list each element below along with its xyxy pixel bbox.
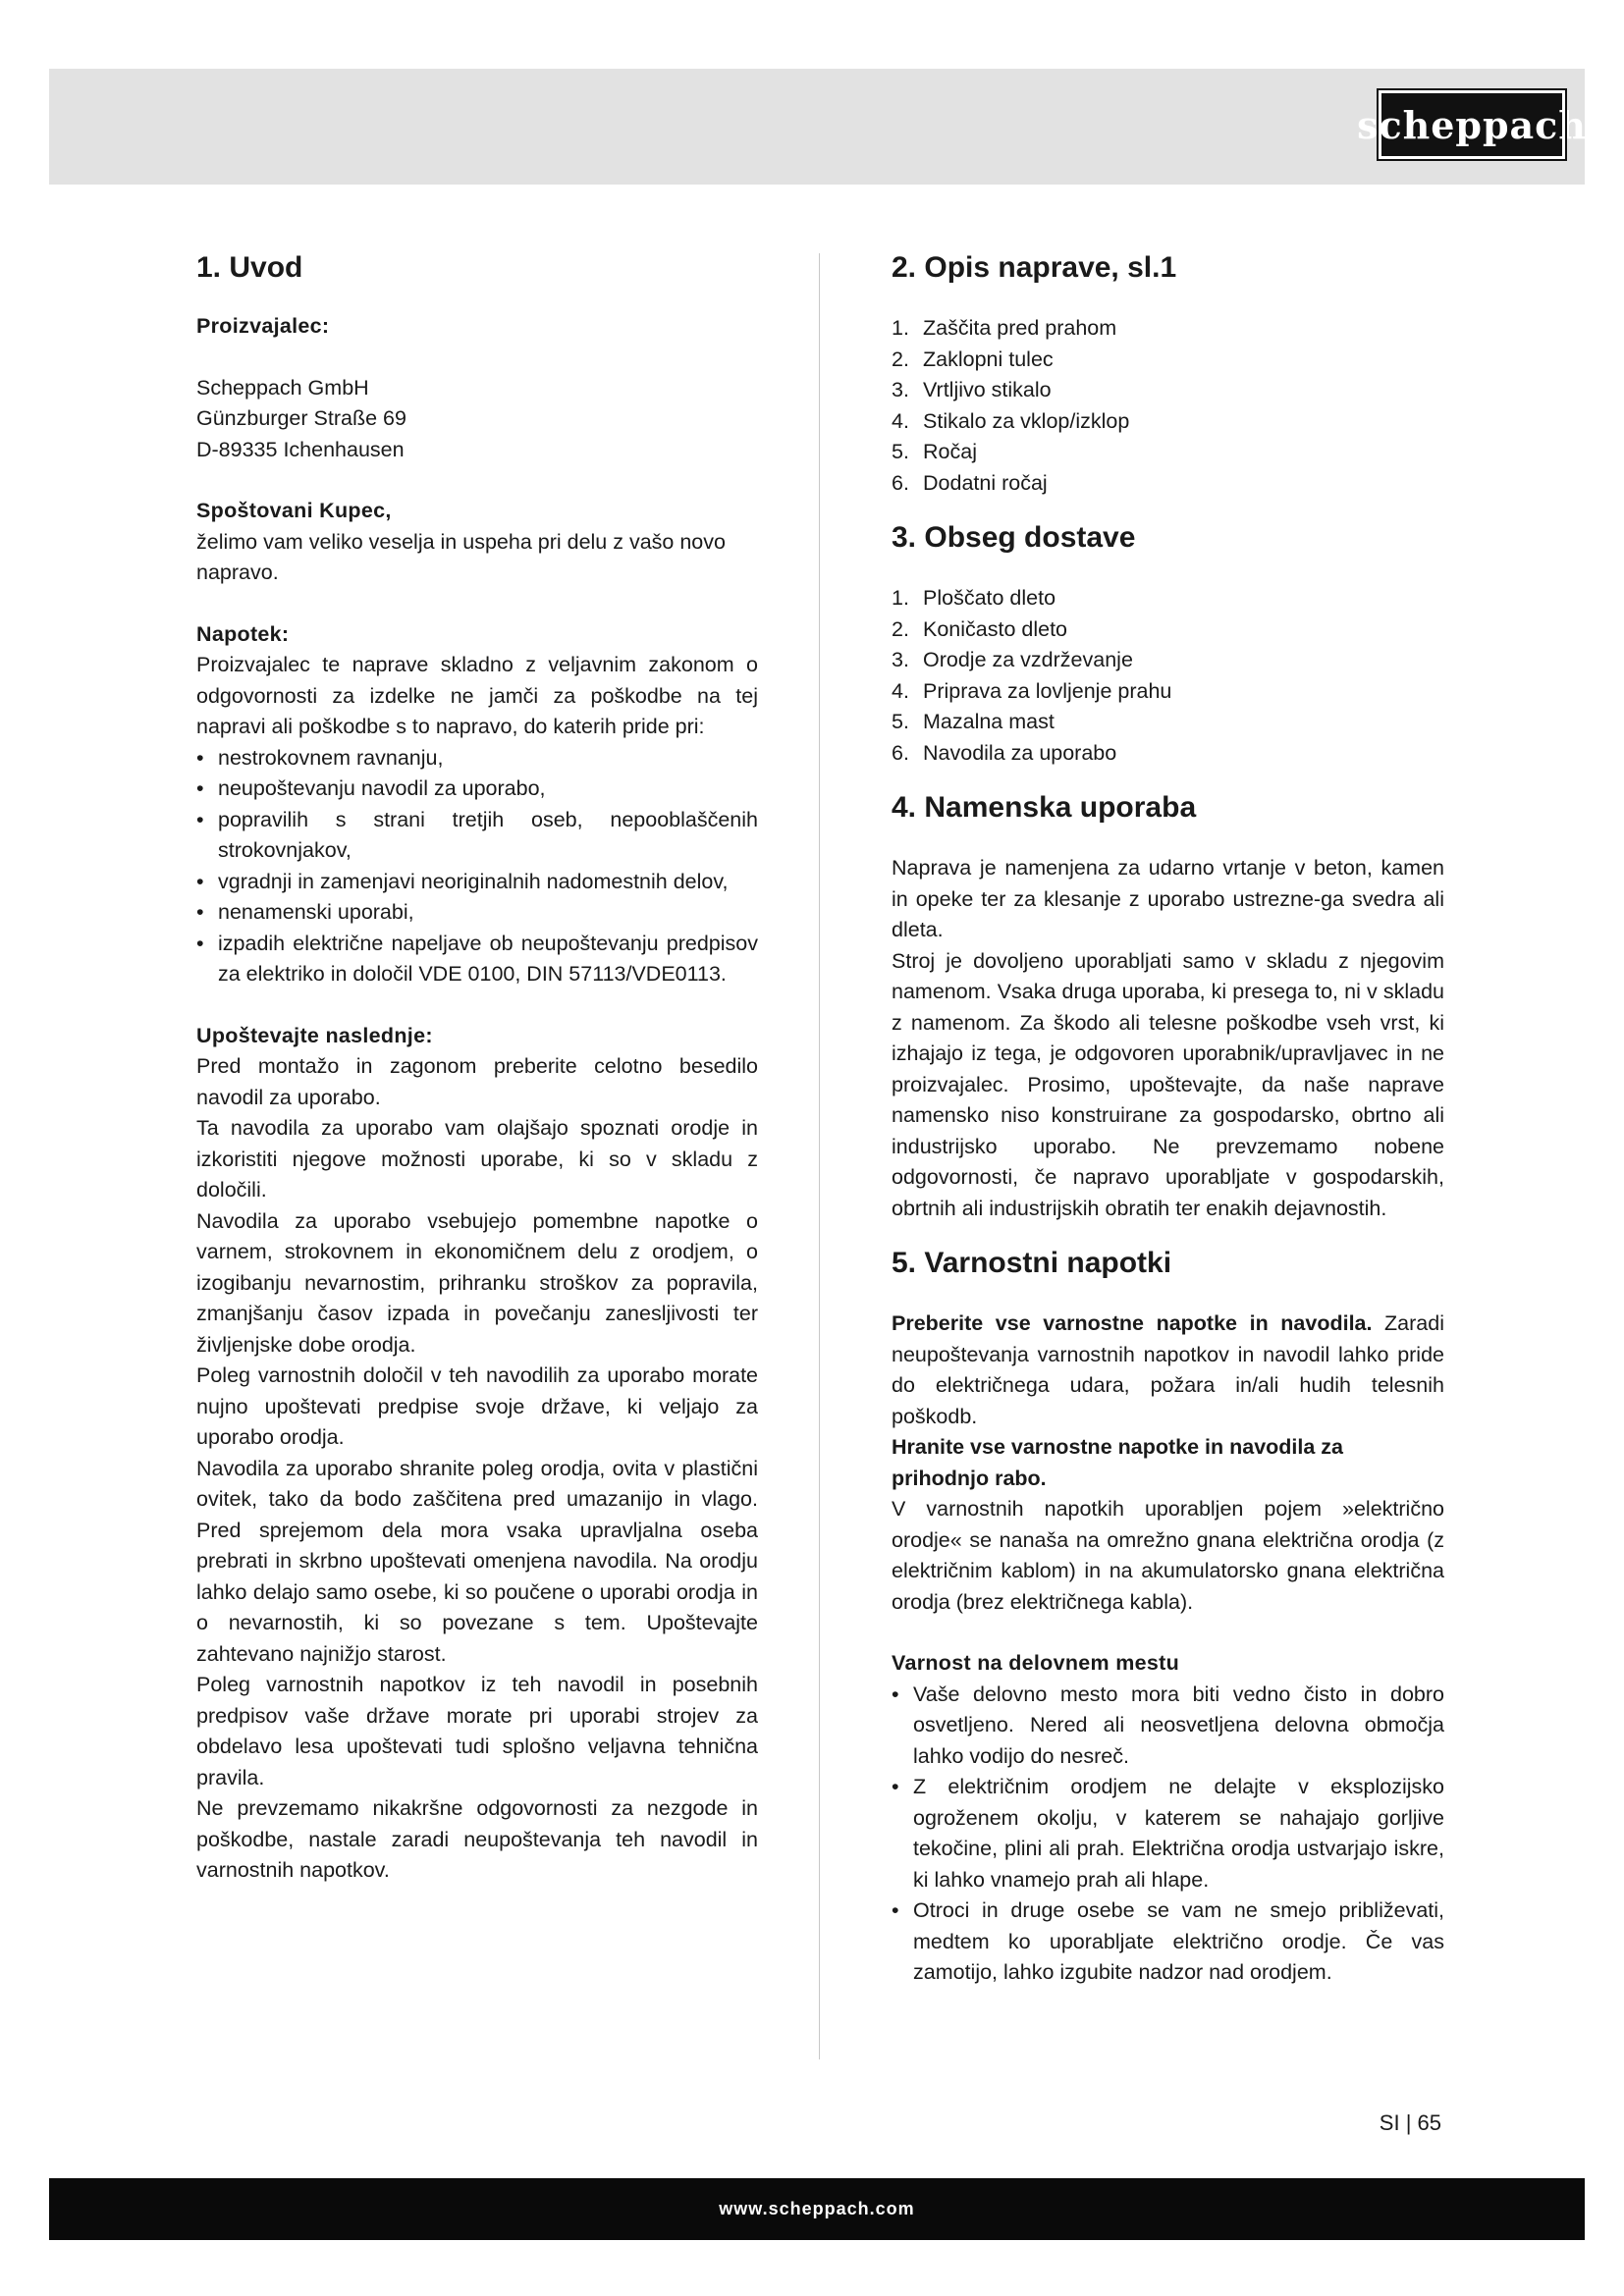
footer-band [49, 2178, 1585, 2240]
device-parts-list [892, 313, 1444, 499]
intended-use-paragraph: Naprava je namenjena za udarno vrtanje v beton, kamen in opeke ter za klesanje z uporabo ustrezne-ga svedra ali dleta. [892, 856, 1444, 941]
list-item: 1. Zaščita pred prahom [892, 316, 1117, 340]
right-column [892, 250, 1444, 1989]
list-item: 4. Priprava za lovljenje prahu [892, 678, 1172, 703]
section-title-safety: 5. Varnostni napotki [892, 1247, 1172, 1279]
observe-paragraph: Ta navodila za uporabo vam olajšajo spoznati orodje in izkoristiti njegove možnosti uporabe, ki so v skladu z določili. [196, 1116, 758, 1201]
observe-paragraph: Poleg varnostnih napotkov iz teh navodil in posebnih predpisov vaše države morate pri uporabi strojev za obdelavo lesa upoštevati tudi splošno veljavna tehnična pravila. [196, 1673, 758, 1789]
header-band [49, 69, 1585, 185]
workplace-safety-heading: Varnost na delovnem mestu [892, 1651, 1180, 1675]
list-item: • Otroci in druge osebe se vam ne smejo približevati, medtem ko uporabljate električno orodje. Če vas zamotijo, lahko izgubite nadzor nad orodjem. [892, 1896, 1444, 1989]
list-item: 6. Navodila za uporabo [892, 740, 1117, 765]
list-item: 2. Koničasto dleto [892, 616, 1068, 641]
scheppach-logo: scheppach [1379, 90, 1565, 159]
list-item: • Vaše delovno mesto mora biti vedno čisto in dobro osvetljeno. Nered ali neosvetljena delovna območja lahko vodijo do nesreč. [892, 1680, 1444, 1773]
note-list [196, 743, 758, 990]
intended-use-paragraph: Stroj je dovoljeno uporabljati samo v skladu z njegovim namenom. Vsaka druga uporaba, ki presega to, ni v skladu z namenom. Za škodo ali telesne poškodbe vseh vrst, ki izhajajo iz tega, je odgovoren uporabnik/upravljavec in ne proizvajalec. Prosimo, upoštevajte, da naše naprave namensko niso konstruirane za gospodarsko, obrtno ali industrijsko uporabo. Ne prevzemamo nobene odgovornosti, če napravo uporabljate v gospodarskih, obrtnih ali industrijskih obratih ter enakih dejavnostih. [892, 948, 1444, 1220]
list-item: 3. Orodje za vzdrževanje [892, 648, 1133, 671]
list-item: • izpadih električne napeljave ob neupoštevanju predpisov za elektriko in določil VDE 0100, DIN 57113/VDE0113. [196, 929, 758, 990]
address-line: D-89335 Ichenhausen [196, 437, 405, 461]
list-item: 6. Dodatni ročaj [892, 470, 1048, 495]
list-item: • nestrokovnem ravnanju, [196, 743, 758, 774]
safety-read-paragraph: Preberite vse varnostne napotke in navodila. Zaradi neupoštevanja varnostnih napotkov in navodil lahko pride do električnega udara, požara in/ali hudih telesnih poškodb. [892, 1311, 1444, 1428]
address-line: Scheppach GmbH [196, 375, 369, 400]
left-column [196, 250, 758, 1887]
observe-paragraph: Pred montažo in zagonom preberite celotno besedilo navodil za uporabo. [196, 1054, 758, 1109]
list-item: 4. Stikalo za vklop/izklop [892, 408, 1130, 433]
observe-paragraph: Navodila za uporabo shranite poleg orodja, ovita v plastični ovitek, tako da bodo zaščitena pred umazanijo in vlago. Pred sprejemom dela mora vsaka upravljalna oseba prebrati in skrbno upoštevati omenjena navodila. Na orodju lahko delajo samo osebe, ki so poučene o uporabi orodja in o nevarnostih, ki so povezane s tem. Upoštevajte zahtevano najnižjo starost. [196, 1456, 758, 1666]
delivery-list [892, 583, 1444, 769]
safety-keep-heading: Hranite vse varnostne napotke in navodila za prihodnjo rabo. [892, 1435, 1344, 1490]
customer-heading: Spoštovani Kupec, [196, 499, 392, 522]
note-heading: Napotek: [196, 621, 290, 646]
observe-heading: Upoštevajte naslednje: [196, 1023, 433, 1047]
section-title-delivery: 3. Obseg dostave [892, 521, 1136, 554]
list-item: 3. Vrtljivo stikalo [892, 378, 1052, 401]
list-item: 1. Ploščato dleto [892, 586, 1056, 610]
manufacturer-label: Proizvajalec: [196, 314, 330, 338]
list-item: • Z električnim orodjem ne delajte v eksplozijsko ogroženem okolju, v katerem se nahajajo gorljive tekočine, plini ali prah. Električna orodja ustvarjajo iskre, ki lahko vnamejo prah ali hlape. [892, 1772, 1444, 1896]
observe-paragraph: Ne prevzemamo nikakršne odgovornosti za nezgode in poškodbe, nastale zaradi neupoštevanja teh navodil in varnostnih napotkov. [196, 1796, 758, 1882]
column-divider [819, 253, 820, 2059]
list-item: 5. Ročaj [892, 440, 977, 463]
page-number: SI | 65 [1379, 2110, 1441, 2135]
section-title-intro: 1. Uvod [196, 251, 303, 284]
workplace-safety-list [892, 1680, 1444, 1989]
list-item: • vgradnji in zamenjavi neoriginalnih nadomestnih delov, [196, 867, 758, 898]
list-item: • neupoštevanju navodil za uporabo, [196, 774, 758, 805]
list-item: 5. Mazalna mast [892, 710, 1055, 733]
section-title-description: 2. Opis naprave, sl.1 [892, 251, 1177, 284]
list-item: • popravilih s strani tretjih oseb, nepooblaščenih strokovnjakov, [196, 805, 758, 867]
list-item: 2. Zaklopni tulec [892, 347, 1054, 371]
list-item: • nenamenski uporabi, [196, 897, 758, 929]
note-text: Proizvajalec te naprave skladno z veljavnim zakonom o odgovornosti za izdelke ne jamči za poškodbe na tej napravi ali poškodbe s to napravo, do katerih pride pri: [196, 653, 758, 738]
customer-text: želimo vam veliko veselja in uspeha pri delu z vašo novo napravo. [196, 529, 726, 584]
address-line: Günzburger Straße 69 [196, 406, 406, 430]
safety-term-paragraph: V varnostnih napotkih uporabljen pojem »električno orodje« se nanaša na omrežno gnana električna orodja (z električnim kablom) in na akumulatorsko gnana električna orodja (brez električnega kabla). [892, 1497, 1444, 1614]
observe-paragraph: Poleg varnostnih določil v teh navodilih za uporabo morate nujno upoštevati predpise svoje države, ki veljajo za uporabo orodja. [196, 1363, 758, 1449]
section-title-intended-use: 4. Namenska uporaba [892, 791, 1197, 824]
observe-paragraph: Navodila za uporabo vsebujejo pomembne napotke o varnem, strokovnem in ekonomičnem delu z orodjem, o izogibanju nevarnostim, prihranku stroškov za popravila, zmanjšanju časov izpada in povečanju zanesljivosti ter življenjske dobe orodja. [196, 1208, 758, 1357]
website-url: www.scheppach.com [719, 2199, 915, 2218]
